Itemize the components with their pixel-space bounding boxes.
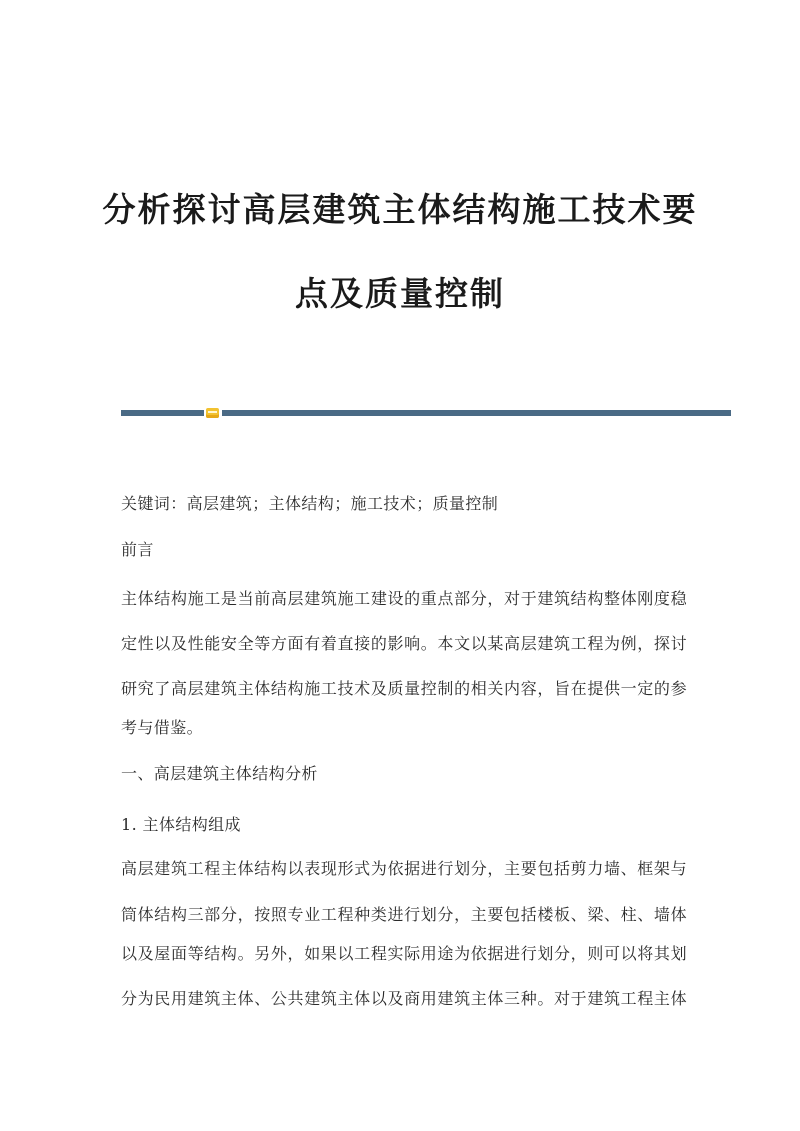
keywords-line: 关键词：高层建筑；主体结构；施工技术；质量控制	[121, 494, 499, 513]
preface-heading: 前言	[121, 540, 154, 559]
divider-bar-right	[222, 410, 731, 416]
subsection-1-heading: 1. 主体结构组成	[121, 815, 241, 834]
title-divider	[121, 408, 731, 418]
preface-line-4: 考与借鉴。	[121, 718, 204, 737]
document-title-line-1: 分析探讨高层建筑主体结构施工技术要	[102, 190, 698, 229]
preface-line-3: 研究了高层建筑主体结构施工技术及质量控制的相关内容，旨在提供一定的参	[121, 679, 687, 698]
preface-line-2: 定性以及性能安全等方面有着直接的影响。本文以某高层建筑工程为例，探讨	[121, 634, 687, 653]
preface-line-1: 主体结构施工是当前高层建筑施工建设的重点部分，对于建筑结构整体刚度稳	[121, 589, 687, 608]
document-title-line-2: 点及质量控制	[295, 274, 505, 313]
body-line-4: 分为民用建筑主体、公共建筑主体以及商用建筑主体三种。对于建筑工程主体	[121, 989, 687, 1008]
body-line-2: 筒体结构三部分，按照专业工程种类进行划分，主要包括楼板、梁、柱、墙体	[121, 905, 687, 924]
divider-bar-left	[121, 410, 204, 416]
body-line-1: 高层建筑工程主体结构以表现形式为依据进行划分，主要包括剪力墙、框架与	[121, 859, 687, 878]
body-line-3: 以及屋面等结构。另外，如果以工程实际用途为依据进行划分，则可以将其划	[121, 944, 687, 963]
divider-ornament-icon	[206, 408, 219, 418]
section-1-heading: 一、高层建筑主体结构分析	[121, 764, 318, 783]
